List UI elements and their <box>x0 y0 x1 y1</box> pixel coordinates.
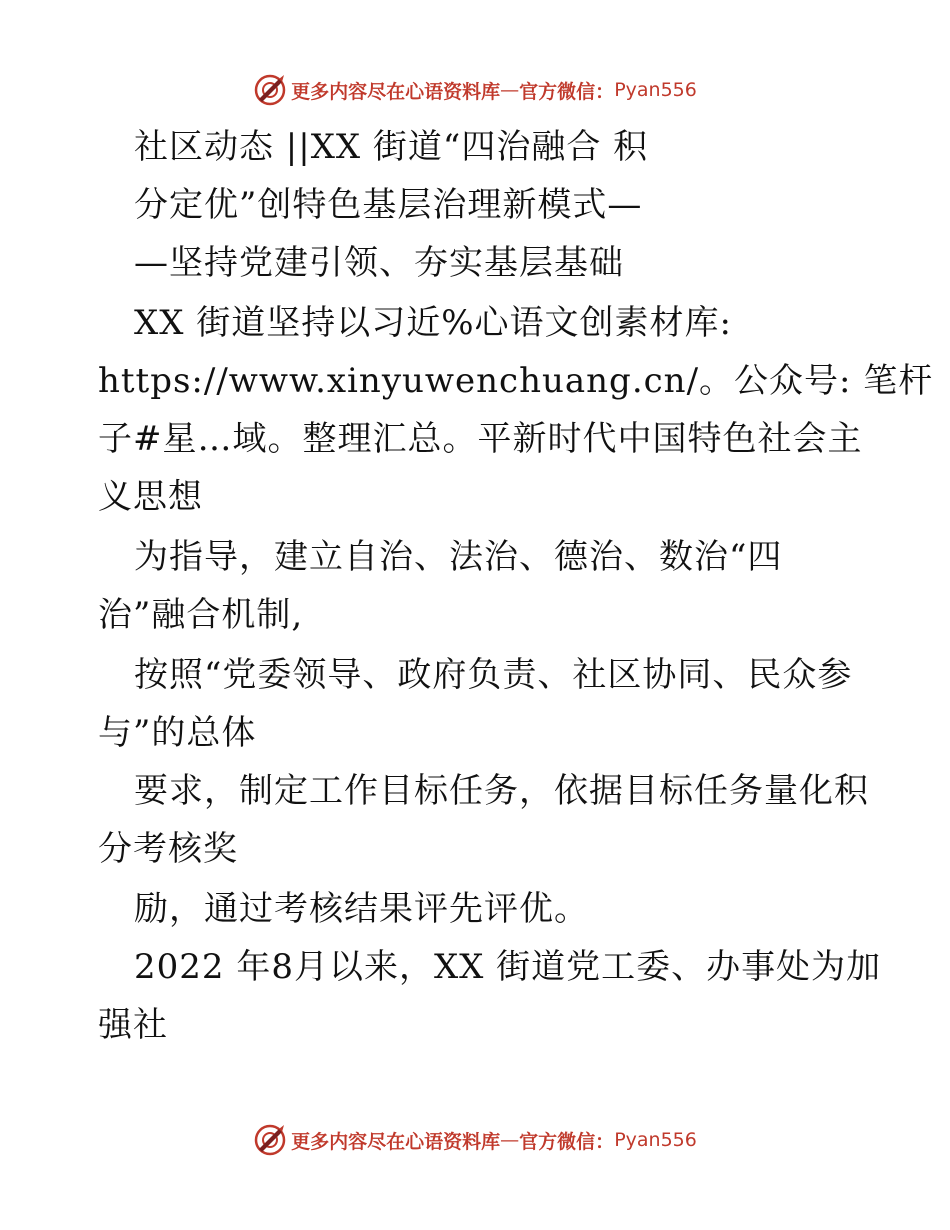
banner-wechat-label: 官方微信： <box>519 80 615 103</box>
body-line: 义思想 <box>98 477 203 517</box>
body-line: https://www.xinyuwenchuang.cn/。公众号: 笔杆 <box>98 361 934 401</box>
body-line: 强社 <box>98 1005 168 1045</box>
footer-banner <box>0 1120 950 1160</box>
banner-wechat-id: Pyan556 <box>614 79 697 101</box>
body-line: 按照“党委领导、政府负责、社区协同、民众参 <box>134 655 853 695</box>
body-line: 分定优”创特色基层治理新模式— <box>134 185 643 225</box>
body-line: 为指导，建立自治、法治、德治、数治“四 <box>134 537 783 577</box>
body-line: 子#星…域。整理汇总。平新时代中国特色社会主 <box>98 419 863 459</box>
body-line: 分考核奖 <box>98 829 238 869</box>
body-line: 2022 年8月以来，XX 街道党工委、办事处为加 <box>134 947 882 987</box>
body-line: XX 街道坚持以习近%心语文创素材库: <box>134 303 732 343</box>
brand-logo-icon <box>253 1123 287 1157</box>
header-banner <box>0 70 950 110</box>
banner-separator: — <box>500 79 520 101</box>
brand-logo-icon <box>253 73 287 107</box>
body-line: 要求，制定工作目标任务，依据目标任务量化积 <box>134 771 869 811</box>
banner-separator: — <box>500 1129 520 1151</box>
banner-brand-text: 更多内容尽在心语资料库 <box>291 80 501 103</box>
body-line: 社区动态 ||XX 街道“四治融合 积 <box>134 127 649 167</box>
banner-wechat-id: Pyan556 <box>614 1129 697 1151</box>
body-line: 与”的总体 <box>98 713 257 753</box>
body-line: —坚持党建引领、夯实基层基础 <box>134 243 624 283</box>
body-line: 励，通过考核结果评先评优。 <box>134 889 589 929</box>
banner-brand-text: 更多内容尽在心语资料库 <box>291 1130 501 1153</box>
body-line: 治”融合机制, <box>98 595 304 635</box>
banner-wechat-label: 官方微信： <box>519 1130 615 1153</box>
